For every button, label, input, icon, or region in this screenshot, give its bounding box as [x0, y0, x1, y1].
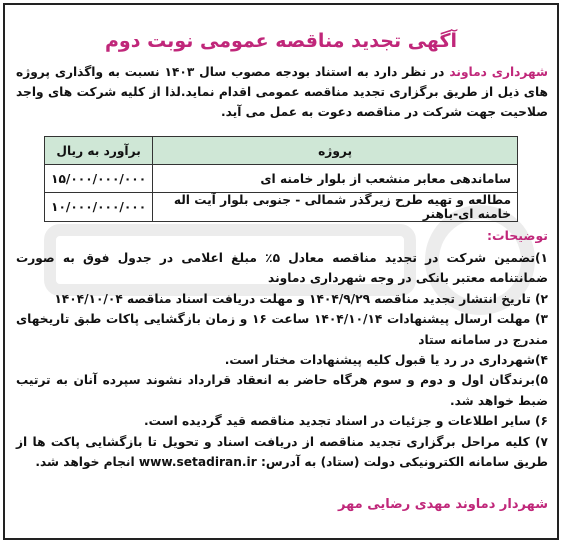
note7-before: ۷) کلیه مراحل برگزاری تجدید مناقصه از دریافت اسناد و تحویل تا بازگشایی پاکت ها از طریق سامانه الکترونیکی دولت (ستاد) به آدرس:	[16, 434, 548, 470]
intro-paragraph	[16, 62, 548, 122]
header-estimate: برآورد به ریال	[45, 137, 153, 165]
table-row	[45, 193, 518, 222]
note-item: ۶) سایر اطلاعات و جزئیات در اسناد تجدید مناقصه قید گردیده است.	[144, 414, 548, 429]
note-item: ۲) تاریخ انتشار تجدید مناقصه ۱۴۰۴/۹/۲۹ و مهلت دریافت اسناد مناقصه ۱۴۰۴/۱۰/۰۴	[54, 291, 548, 306]
note-item	[16, 432, 548, 473]
note-item: ۵)برندگان اول و دوم و سوم هرگاه حاضر به انعقاد قرارداد نشوند سپرده آنان به ترتیب ضبط خواهد شد.	[16, 373, 548, 408]
setad-website-link[interactable]: www.setadiran.ir	[138, 455, 257, 470]
note-item: ۴)شهرداری در رد یا قبول کلیه پیشنهادات مختار است.	[224, 353, 548, 368]
notice-title: آگهی تجدید مناقصه عمومی نوبت دوم	[104, 30, 458, 52]
project-estimate: ۱۵/۰۰۰/۰۰۰/۰۰۰	[45, 165, 153, 193]
notes-heading: توضیحات:	[487, 228, 548, 243]
table-row	[45, 165, 518, 193]
header-project: پروژه	[153, 137, 518, 165]
projects-table	[44, 136, 518, 222]
project-name: مطالعه و تهیه طرح زیرگذر شمالی - جنوبی بلوار آیت اله خامنه ای-باهنر	[153, 193, 518, 222]
note-item: ۱)تضمین شرکت در تجدید مناقصه معادل ۵٪ مبلغ اعلامی در جدول فوق به صورت ضمانتنامه معتبر بانکی در وجه شهرداری دماوند	[16, 251, 548, 286]
note-item: ۳) مهلت ارسال پیشنهادات ۱۴۰۴/۱۰/۱۴ ساعت ۱۶ و زمان بازگشایی پاکات طبق تاریخهای مندرج در سامانه ستاد	[16, 312, 548, 347]
intro-text: در نظر دارد به استناد بودجه مصوب سال ۱۴۰۳ نسبت به واگذاری پروژه های ذیل از طریق برگزاری تجدید مناقصه عمومی اقدام نماید.لذا از کلیه شرکت های واجد صلاحیت جهت شرکت در مناقصه دعوت به عمل می آید.	[16, 65, 548, 119]
mayor-signature: شهردار دماوند مهدی رضایی مهر	[338, 497, 548, 512]
project-name: ساماندهی معابر منشعب از بلوار خامنه ای	[153, 165, 518, 193]
project-estimate: ۱۰/۰۰۰/۰۰۰/۰۰۰	[45, 193, 153, 222]
note7-after: انجام خواهد شد.	[35, 455, 139, 470]
table-header-row	[45, 137, 518, 165]
intro-organization: شهرداری دماوند	[449, 65, 549, 79]
notes-list	[16, 248, 548, 472]
